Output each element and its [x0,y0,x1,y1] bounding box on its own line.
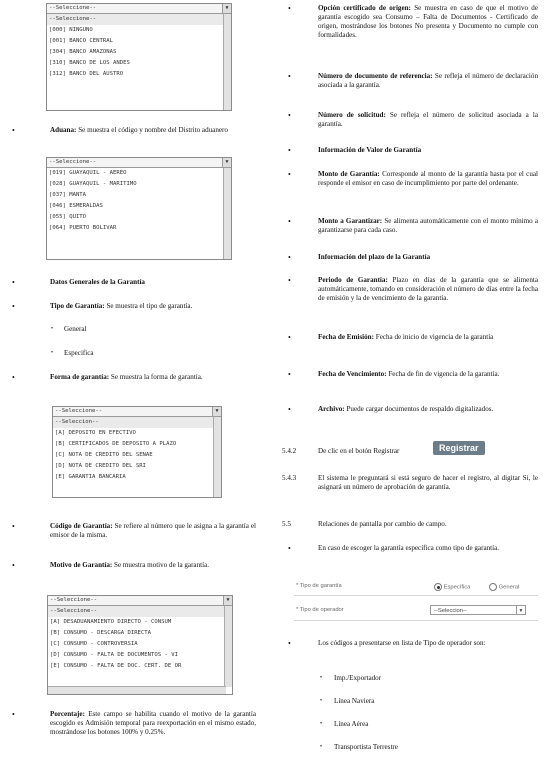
bank-listbox[interactable] [46,3,232,111]
bullet: • [12,522,15,531]
bullet: • [320,744,323,750]
periodo-text: Periodo de Garantía: Plazo en días de la garantía que se alimenta automáticamente, tomando en consideración el número de días entre la fecha de emisión y la de vencimiento de la garantía. [318,276,538,303]
datos-generales-heading: Datos Generales de la Garantía [50,278,145,286]
bullet: • [320,698,323,704]
bullet: • [320,675,323,681]
section-number: 5.5 [282,520,291,528]
tipo-operador-label: * Tipo de operador [296,607,344,613]
aduana-select[interactable]: --Seleccione-- ▼ [47,158,231,168]
codigo-text: Código de Garantía: Se refiere al número que le asigna a la garantía el emisor de la misma. [50,522,256,540]
list-item[interactable]: [046] ESMERALDAS [49,203,103,209]
tipo-operador-select[interactable]: --Seleccion-- ▼ [430,605,526,615]
escoger-text: En caso de escoger la garantía específica como tipo de garantía. [318,544,500,552]
motivo-listbox[interactable] [47,595,233,695]
section-number: 5.4.2 [282,447,297,455]
info-valor-heading: Información de Valor de Garantía [318,146,422,154]
scrollbar[interactable] [223,14,231,110]
bullet: • [288,370,291,379]
fecha-emision-text: Fecha de Emisión: Fecha de inicio de vigencia de la garantía [318,333,494,341]
monto-text: Monto de Garantía: Corresponde al monto de la garantía hasta por el cual responde el emisor en caso de incumplimiento por parte del ordenante. [318,170,538,188]
codigo-item: Línea Naviera [334,697,375,705]
codigo-item: Transportista Terrestre [334,743,398,751]
opcion-cert-text: Opción certificado de origen: Se muestra en caso de que el motivo de garantía escogido sea Consumo – Falta de Documentos - Certificado de origen, mostrándose los botones No presenta y Documento no cumple con formalidades. [318,4,538,40]
list-item[interactable]: --Seleccione-- [47,14,231,25]
list-item[interactable]: [E] GARANTIA BANCARIA [55,474,126,480]
list-item[interactable]: [064] PUERTO BOLIVAR [49,225,117,231]
bullet: • [288,217,291,226]
forma-select[interactable]: --Seleccione-- ▼ [53,407,221,417]
chevron-down-icon[interactable]: ▼ [516,606,525,614]
s542-text: De clic en el botón Registrar [318,447,400,455]
tipo-option-especifica: Especifica [64,349,94,357]
bullet: • [12,561,15,570]
list-item[interactable]: [310] BANCO DE LOS ANDES [49,60,130,66]
scrollbar[interactable] [224,606,232,687]
list-item[interactable]: [B] CONSUMO - DESCARGA DIRECTA [50,630,152,636]
tipo-option-general: General [64,325,87,333]
motivo-text: Motivo de Garantía: Se muestra motivo de la garantía. [50,561,209,569]
bullet: • [288,4,291,13]
radio-general[interactable] [489,583,519,592]
bullet: • [12,302,15,311]
bank-select[interactable]: --Seleccione-- ▼ [47,4,231,14]
archivo-text: Archivo: Puede cargar documentos de respaldo digitalizados. [318,405,494,413]
bullet: • [288,276,291,285]
list-item[interactable]: [B] CERTIFICADOS DE DEPOSITO A PLAZO [55,441,177,447]
list-item[interactable]: [A] DESADUANAMIENTO DIRECTO - CONSUM [50,619,172,625]
bullet: • [288,72,291,81]
s543-text: El sistema le preguntará si está seguro de hacer el registro, al digitar Si, le asignará un número de aprobación de garantía. [318,474,538,492]
bullet: • [288,253,291,262]
chevron-down-icon[interactable]: ▼ [223,596,232,605]
info-plazo-heading: Información del plazo de la Garantía [318,253,431,261]
chevron-down-icon[interactable]: ▼ [212,407,221,416]
list-item[interactable]: --Seleccione-- [48,606,232,617]
bullet: • [288,111,291,120]
tipo-garantia-text: Tipo de Garantía: Se muestra el tipo de garantía. [50,302,193,310]
bullet: • [288,170,291,179]
aduana-text: Aduana: Se muestra el código y nombre del Distrito aduanero [50,126,228,134]
codigo-item: Imp./Exportador [334,674,382,682]
list-item[interactable]: [A] DEPOSITO EN EFECTIVO [55,430,136,436]
list-item[interactable]: [055] QUITO [49,214,87,220]
bullet: • [288,544,291,553]
bullet: • [12,278,15,287]
bullet: • [12,710,15,719]
chevron-down-icon[interactable]: ▼ [222,4,231,13]
section-number: 5.4.3 [282,474,297,482]
list-item[interactable]: [D] CONSUMO - FALTA DE DOCUMENTOS - VI [50,652,178,658]
tipo-garantia-label: * Tipo de garantía [296,583,342,589]
aduana-listbox[interactable] [46,157,232,260]
bullet: • [12,373,15,382]
num-doc-text: Número de documento de referencia: Se refleja el número de declaración asociada a la garantía. [318,72,539,90]
bullet: • [288,405,291,414]
bullet: • [288,333,291,342]
list-item[interactable]: [001] BANCO CENTRAL [49,38,113,44]
bullet: • [51,350,54,356]
list-item[interactable]: [C] NOTA DE CREDITO DEL SENAE [55,452,153,458]
bullet: • [12,126,15,135]
tipo-operador-row [294,603,538,621]
list-item[interactable]: [037] MANTA [49,192,87,198]
codigos-text: Los códigos a presentarse en lista de Tipo de operador son: [318,639,486,647]
scrollbar[interactable] [223,168,231,259]
codigo-item: Línea Aérea [334,720,369,728]
bullet: • [320,721,323,727]
motivo-select[interactable]: --Seleccione-- ▼ [48,596,232,606]
radio-unchecked-icon[interactable] [489,583,497,591]
bullet: • [288,146,291,155]
radio-checked-icon[interactable] [434,583,442,591]
radio-especifica-label: Específica [443,584,471,591]
list-item[interactable]: --Seleccion-- [53,417,221,428]
porcentaje-text: Porcentaje: Este campo se habilita cuando el motivo de la garantía escogido es Admisión temporal para reexportación en el mismo estado, mostrándose los botones 100% y 0.25%. [50,710,256,737]
bullet: • [51,326,54,332]
list-item[interactable]: [D] NOTA DE CREDITO DEL SRI [55,463,146,469]
chevron-down-icon[interactable]: ▼ [222,158,231,167]
list-item[interactable]: [304] BANCO AMAZONAS [49,49,117,55]
tipo-garantia-row [294,580,538,596]
registrar-button[interactable]: Registrar [433,441,485,455]
forma-text: Forma de garantía: Se muestra la forma de garantía. [50,373,203,381]
scrollbar[interactable] [213,417,221,497]
s55-text: Relaciones de pantalla por cambio de campo. [318,520,447,528]
list-item[interactable]: [C] CONSUMO - CONTROVERSIA [50,641,138,647]
horizontal-scrollbar[interactable] [48,686,226,694]
num-sol-text: Número de solicitud: Se refleja el número de solicitud asociada a la garantía. [318,111,538,129]
forma-listbox[interactable] [52,406,222,498]
list-item[interactable]: [019] GUAYAQUIL - AEREO [49,170,127,176]
bullet: • [288,639,291,648]
radio-general-label: General [498,584,520,591]
list-item[interactable]: [E] CONSUMO - FALTA DE DOC. CERT. DE OR [50,663,182,669]
fecha-venc-text: Fecha de Vencimiento: Fecha de fin de vigencia de la garantía. [318,370,500,378]
monto-garantizar-text: Monto a Garantizar: Se alimenta automáticamente con el monto mínimo a garantizarse para cada caso. [318,217,539,235]
radio-especifica[interactable] [434,583,470,592]
list-item[interactable]: [312] BANCO DEL AUSTRO [49,71,124,77]
list-item[interactable]: [000] NINGUNO [49,27,93,33]
list-item[interactable]: [028] GUAYAQUIL - MARITIMO [49,181,137,187]
